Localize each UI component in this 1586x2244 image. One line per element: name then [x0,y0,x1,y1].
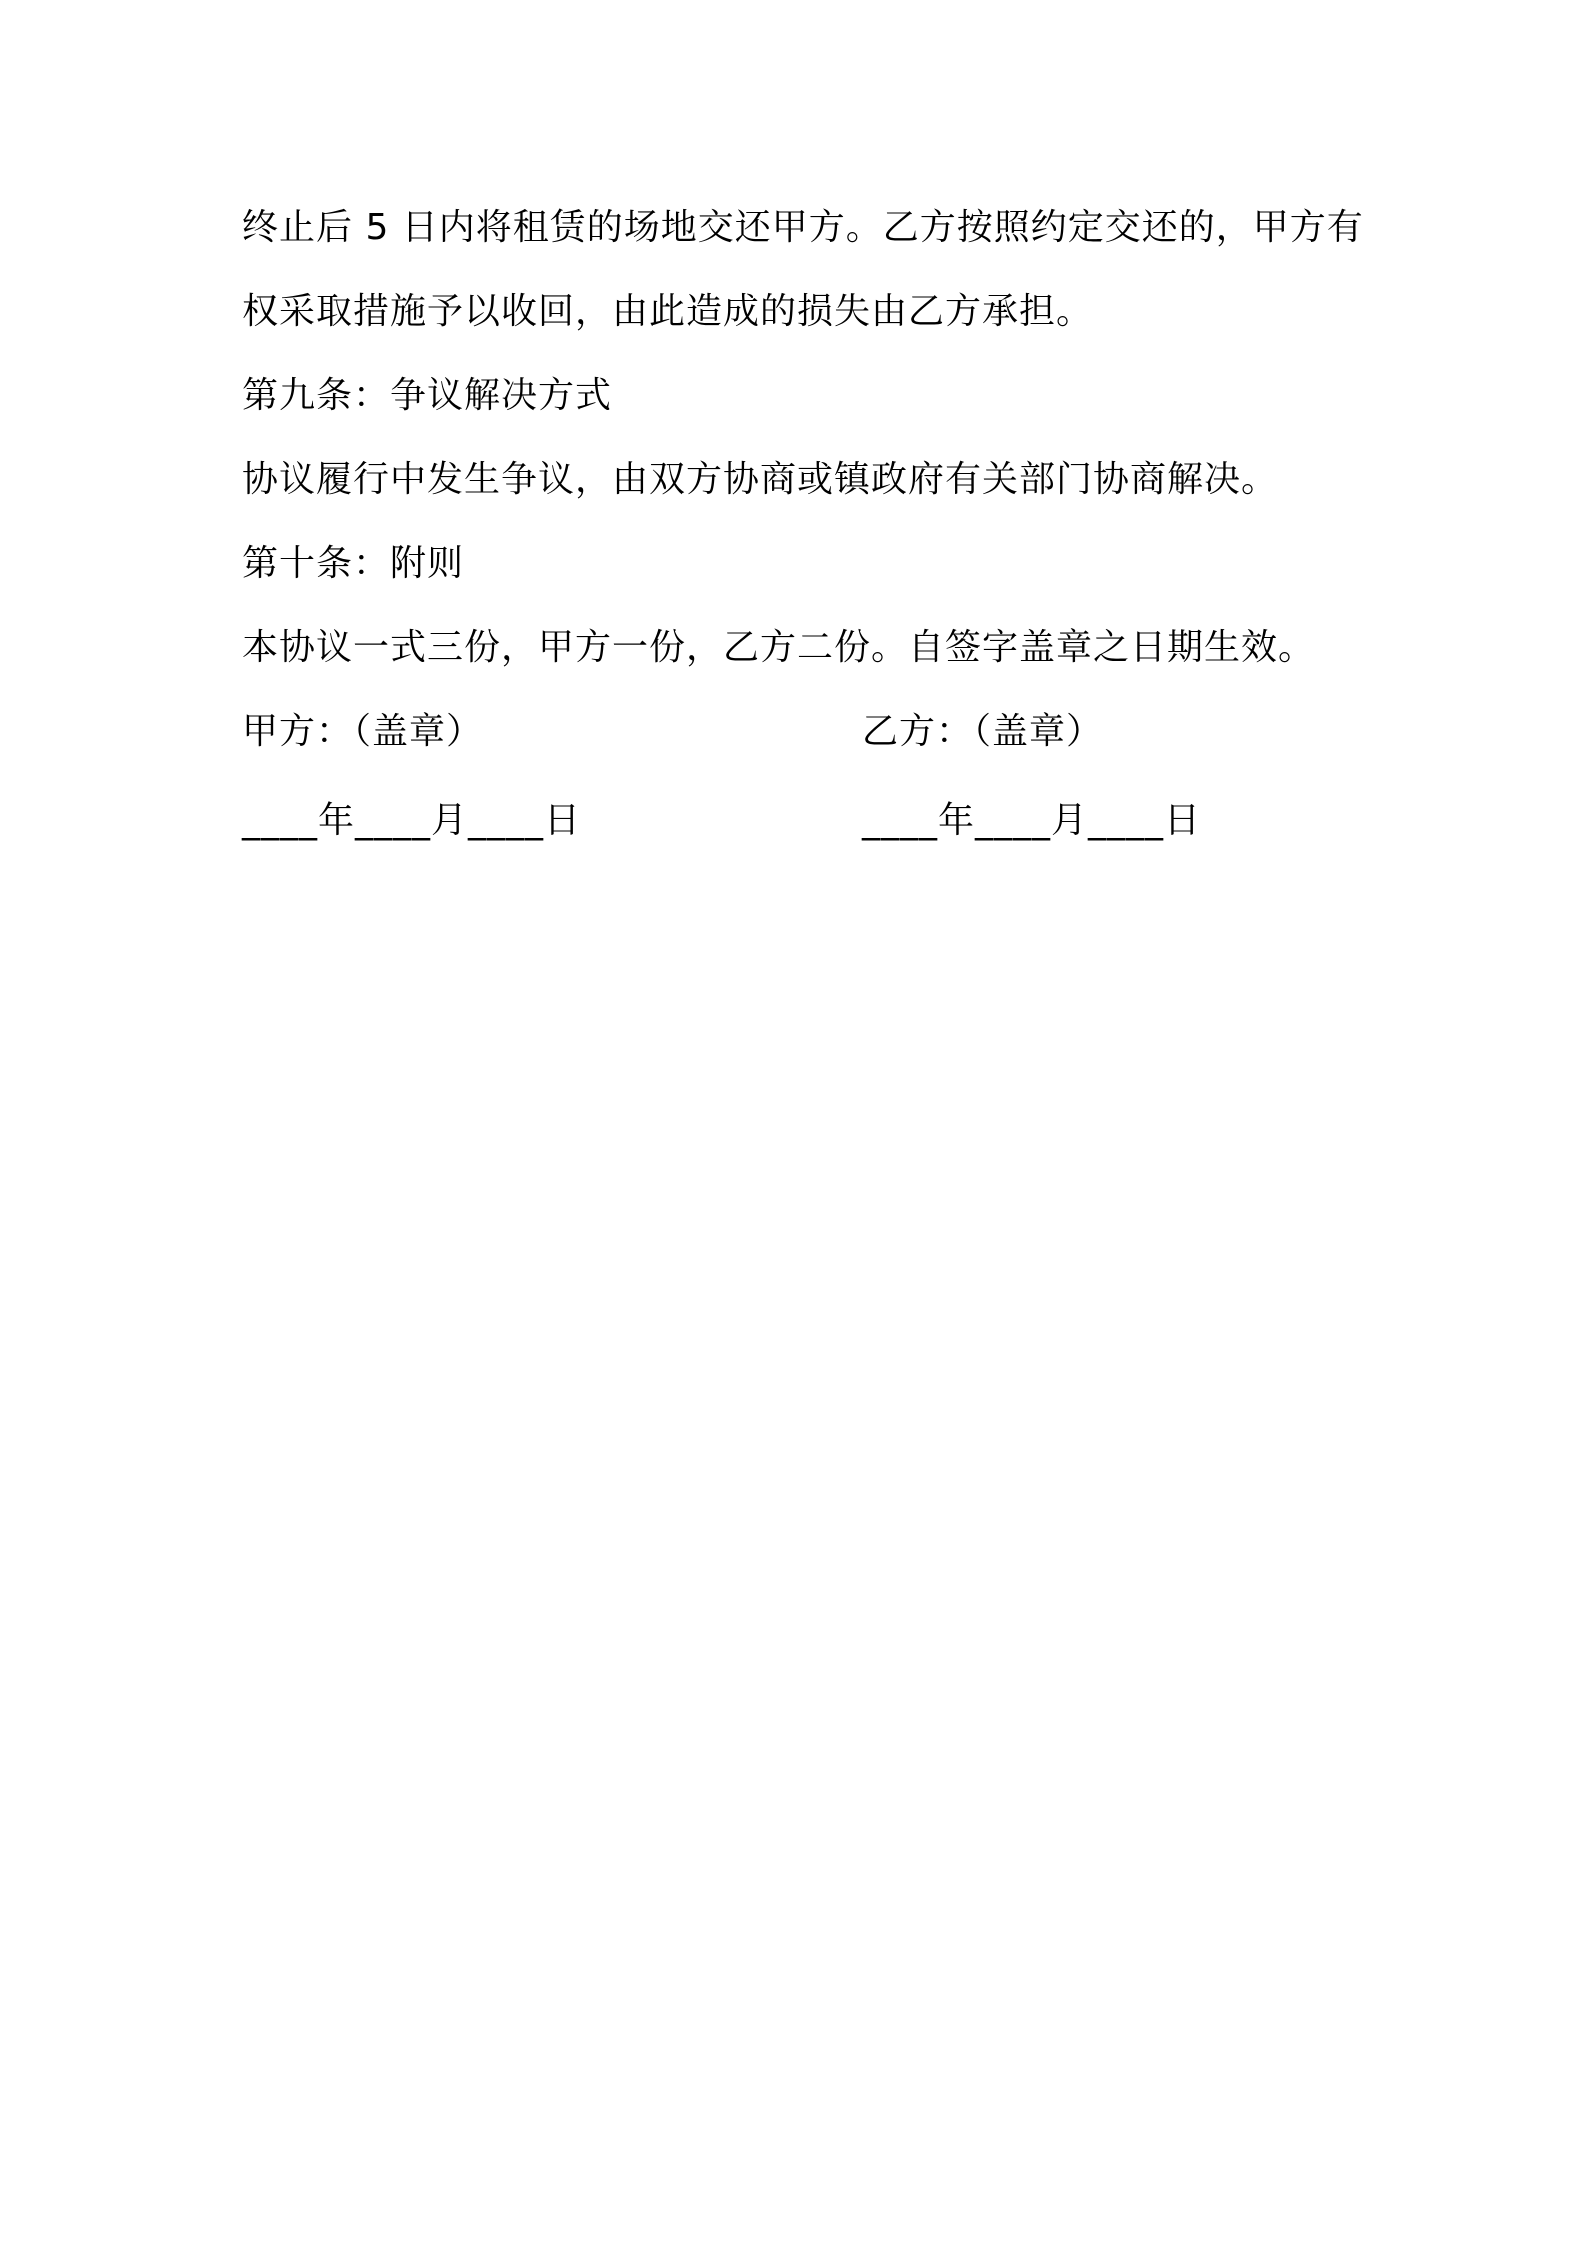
clause-10-heading: 第十条：附则 [242,543,465,584]
paragraph-clause8-end: 权采取措施予以收回，由此造成的损失由乙方承担。 [242,291,1094,332]
party-a-seal-label: 甲方：（盖章） [242,711,484,752]
party-a-date-line: ____年____月____日 [242,800,582,841]
party-b-seal-label: 乙方：（盖章） [862,711,1104,752]
clause-9-body: 协议履行中发生争议，由双方协商或镇政府有关部门协商解决。 [242,459,1279,500]
party-b-date-line: ____年____月____日 [862,800,1202,841]
clause-9-heading: 第九条：争议解决方式 [242,375,613,416]
paragraph-clause8-continuation: 终止后 5 日内将租赁的场地交还甲方。乙方按照约定交还的，甲方有 [242,207,1364,248]
clause-10-body: 本协议一式三份，甲方一份，乙方二份。自签字盖章之日期生效。 [242,627,1316,668]
